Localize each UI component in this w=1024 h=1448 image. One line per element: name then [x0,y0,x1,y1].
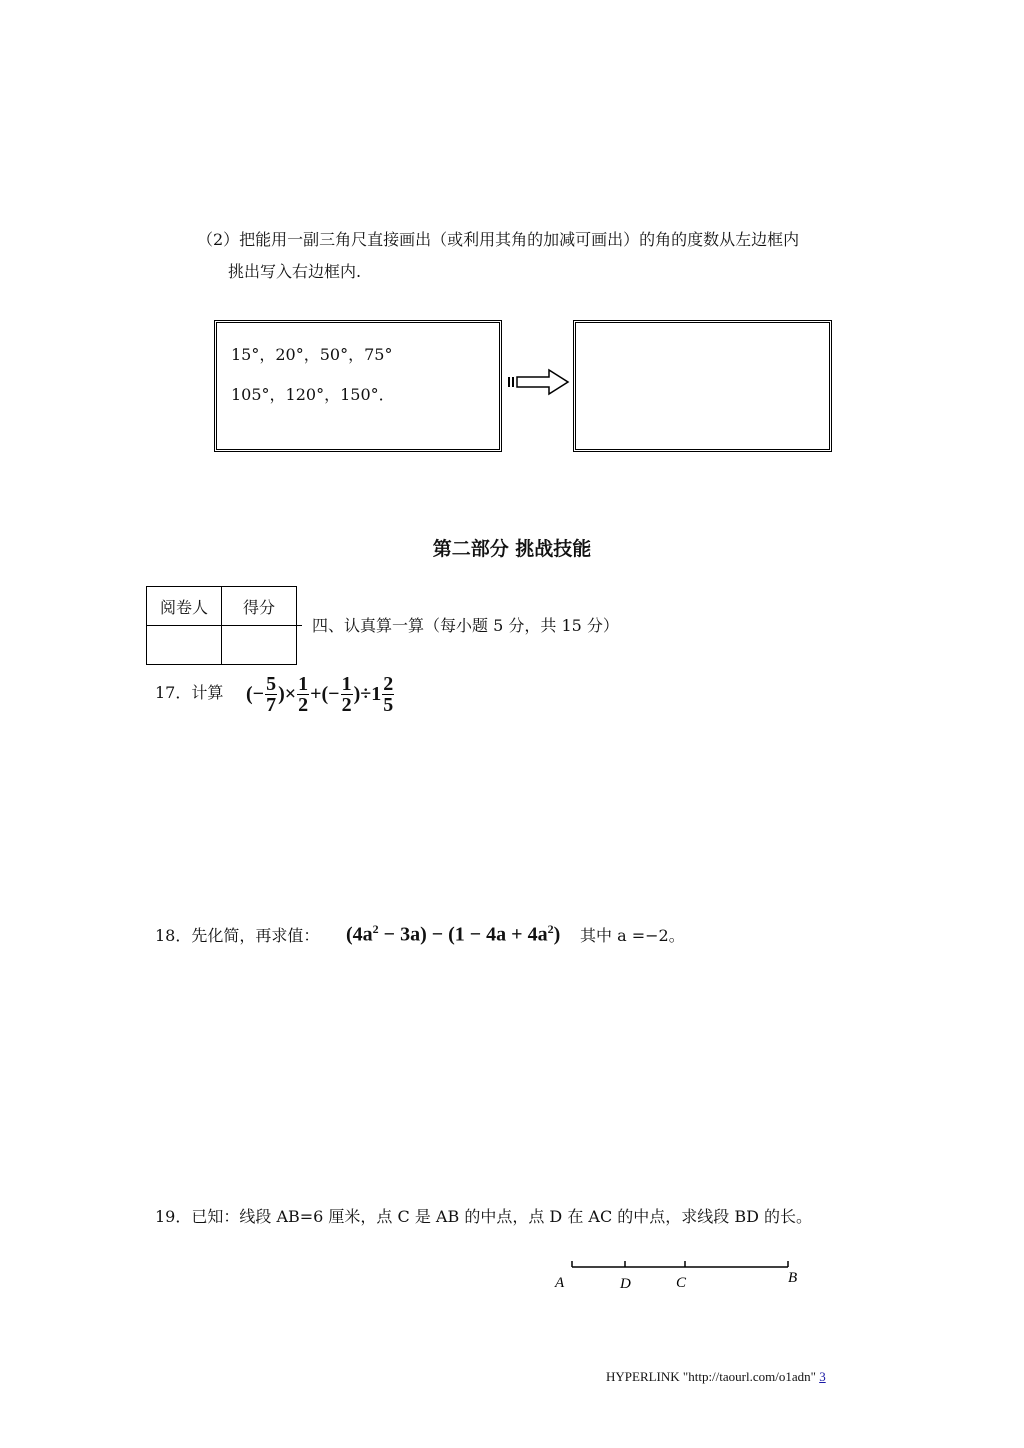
q18-sup1: 2 [372,922,379,936]
q18-expr-a: (4a [346,923,373,946]
q17-frac4-num: 2 [383,672,394,695]
q18-expr-c: ) [553,923,561,946]
q17-frac1-num: 5 [266,672,277,695]
q17-open: (− [246,682,265,705]
q17-label: 17．计算 [155,683,224,702]
q18-tail: 其中 a =−2。 [580,926,685,945]
score-header: 得分 [222,587,297,626]
q17-frac3-den: 2 [341,693,352,716]
section4-heading: 四、认真算一算（每小题 5 分，共 15 分） [312,616,619,635]
q19-text: 19．已知：线段 AB=6 厘米，点 C 是 AB 的中点，点 D 在 AC 的中点，求线段 BD 的长。 [155,1207,813,1226]
angles-row-2: 105°，120°，150°． [231,385,395,404]
q17-op2: +(− [310,682,340,705]
q17-expression [246,670,395,718]
score-table [146,586,297,665]
angles-source-box [214,320,502,452]
footer [606,1369,826,1385]
table-divider [296,625,302,626]
q18-expr-b: − 3a) − (1 − 4a + 4a [378,923,548,946]
point-a-label: A [555,1275,565,1291]
q16-part2-line1: （2）把能用一副三角尺直接画出（或利用其角的加减可画出）的角的度数从左边框内 [197,230,800,249]
angles-row-1: 15°，20°，50°，75° [231,345,393,364]
q17-frac4-den: 5 [383,693,394,716]
q17-frac1-den: 7 [266,693,277,716]
section-title: 第二部分 挑战技能 [432,538,592,560]
q18-label: 18．先化简，再求值： [155,926,320,945]
q17-op1: )× [278,682,297,705]
point-b-label: B [788,1270,798,1286]
segment-diagram [545,1255,815,1300]
footer-hyperlink-text: HYPERLINK "http://taourl.com/o1adn" [606,1369,816,1384]
score-cell[interactable] [222,626,297,665]
q18-expression [346,922,560,947]
grader-cell[interactable] [147,626,222,665]
q17-frac2-den: 2 [298,693,309,716]
point-d-label: D [620,1276,631,1292]
q17-frac3-num: 1 [341,672,352,695]
q16-part2-line2: 挑出写入右边框内. [228,262,362,281]
right-arrow-icon [505,368,571,396]
q17-frac2-num: 1 [298,672,309,695]
q17-op3: )÷1 [353,682,382,705]
point-c-label: C [676,1275,687,1291]
grader-header: 阅卷人 [147,587,222,626]
angles-answer-box[interactable] [573,320,832,452]
q18-sup2: 2 [547,922,554,936]
page-number-link[interactable]: 3 [819,1369,826,1384]
